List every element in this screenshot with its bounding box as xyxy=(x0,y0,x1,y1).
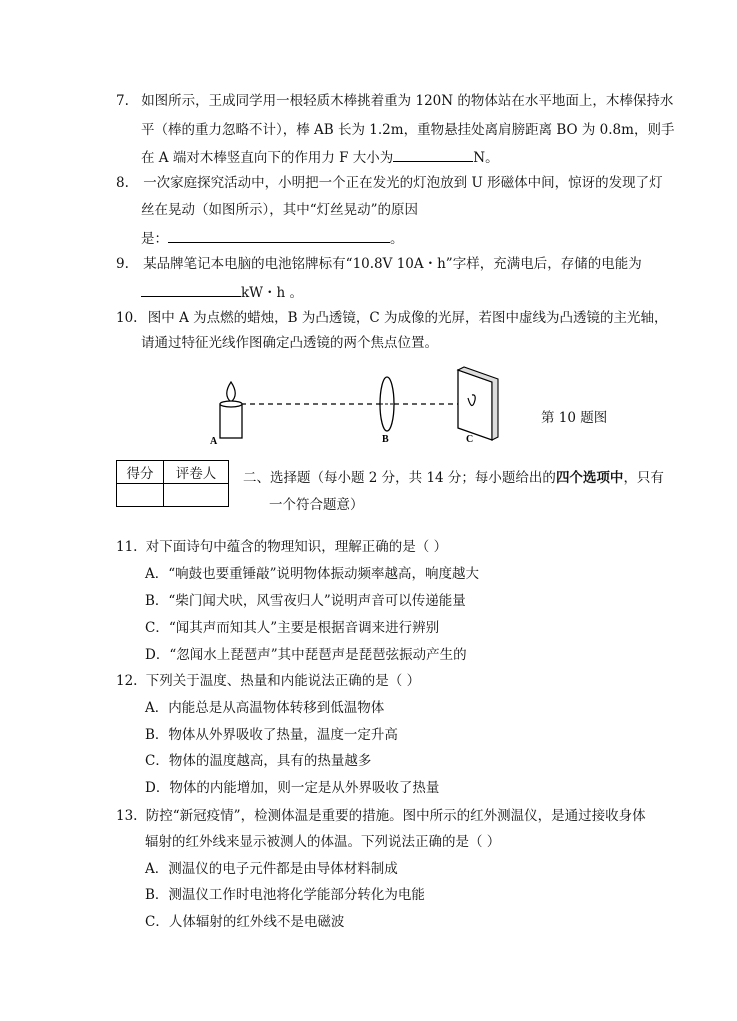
q11-number: 11. xyxy=(116,539,138,555)
q7-answer-blank[interactable] xyxy=(393,147,473,162)
q9-answer-blank[interactable] xyxy=(141,282,241,297)
q7-text-2: 平（棒的重力忽略不计），棒 AB 长为 1.2m，重物悬挂处离肩膀距离 BO 为 0.8m，则手 xyxy=(141,122,675,138)
q13-option-c[interactable]: C．人体辐射的红外线不是电磁波 xyxy=(145,914,345,930)
q10-line1 xyxy=(116,309,667,327)
q10-number: 10. xyxy=(116,310,138,326)
q9-number: 9. xyxy=(116,256,129,272)
q7-text-3: 在 A 端对木棒竖直向下的作用力 F 大小为 xyxy=(141,150,394,166)
q8-text-1: 一次家庭探究活动中，小明把一个正在发光的灯泡放到 U 形磁体中间，惊讶的发现了灯 xyxy=(143,175,663,191)
section2-text-bold: 四个选项中 xyxy=(555,470,624,486)
q9-line1 xyxy=(116,255,642,273)
section2-line1 xyxy=(243,469,664,487)
q13-text-1: 防控“新冠疫情”，检测体温是重要的措施。图中所示的红外测温仪，是通过接收身体 xyxy=(145,808,646,824)
q13-option-a[interactable]: A．测温仪的电子元件都是由导体材料制成 xyxy=(145,861,398,877)
q11-option-a[interactable]: A．“响鼓也要重锤敲”说明物体振动频率越高，响度越大 xyxy=(145,566,480,582)
section2-line2: 一个符合题意） xyxy=(269,497,364,513)
q10-text-1: 图中 A 为点燃的蜡烛，B 为凸透镜，C 为成像的光屏，若图中虚线为凸透镜的主光轴， xyxy=(147,310,668,326)
grader-header: 评卷人 xyxy=(164,461,229,484)
candle-icon xyxy=(220,382,242,438)
q7-text-1: 如图所示，王成同学用一根轻质木棒挑着重为 120N 的物体站在水平地面上，木棒保持水 xyxy=(141,93,674,109)
q12-stem: 下列关于温度、热量和内能说法正确的是（ ） xyxy=(145,673,421,689)
q11-stem: 对下面诗句中蕴含的物理知识，理解正确的是（ ） xyxy=(145,539,448,555)
q11-option-c[interactable]: C．“闻其声而知其人”主要是根据音调来进行辨别 xyxy=(145,620,440,636)
q12-stem-line xyxy=(116,672,420,690)
q11-stem-line xyxy=(116,538,447,556)
q8-answer-blank[interactable] xyxy=(168,228,390,243)
q8-number: 8. xyxy=(116,175,129,191)
score-cell[interactable] xyxy=(117,484,164,507)
q9-line2 xyxy=(141,282,303,302)
q11-option-b[interactable]: B．“柴门闻犬吠，风雪夜归人”说明声音可以传递能量 xyxy=(145,593,466,609)
q8-text-2: 丝在晃动（如图所示），其中“灯丝晃动”的原因 xyxy=(141,202,419,218)
q8-text-3: 是： xyxy=(141,231,168,247)
q12-number: 12. xyxy=(116,673,138,689)
q13-number: 13. xyxy=(116,808,138,824)
screen-icon xyxy=(458,367,498,440)
q12-option-b[interactable]: B．物体从外界吸收了热量，温度一定升高 xyxy=(145,727,398,743)
q11-option-d[interactable]: D．“忽闻水上琵琶声”其中琵琶声是琵琶弦振动产生的 xyxy=(145,647,467,663)
q8-end: 。 xyxy=(390,231,404,247)
q10-text-2: 请通过特征光线作图确定凸透镜的两个焦点位置。 xyxy=(141,335,438,351)
q7-line1 xyxy=(116,92,673,110)
q8-line1 xyxy=(116,174,663,192)
section2-text-pre: 二、选择题（每小题 2 分，共 14 分；每小题给出的 xyxy=(243,470,556,486)
q13-line1 xyxy=(116,807,646,825)
q12-option-c[interactable]: C．物体的温度越高，具有的热量越多 xyxy=(145,753,372,769)
score-table xyxy=(116,460,229,507)
lens-figure xyxy=(200,362,530,452)
label-a: A xyxy=(210,436,218,447)
q8-line3 xyxy=(141,228,404,248)
label-c: C xyxy=(466,434,474,445)
q9-unit: kW・h 。 xyxy=(241,285,304,301)
score-header: 得分 xyxy=(117,461,164,484)
q9-text-1: 某品牌笔记本电脑的电池铭牌标有“10.8V 10A・h”字样，充满电后，存储的电能为 xyxy=(143,256,642,272)
q13-option-b[interactable]: B．测温仪工作时电池将化学能部分转化为电能 xyxy=(145,887,425,903)
q7-line3 xyxy=(141,147,499,167)
q12-option-a[interactable]: A．内能总是从高温物体转移到低温物体 xyxy=(145,700,385,716)
label-b: B xyxy=(382,434,389,445)
q7-number: 7. xyxy=(116,93,129,109)
q7-unit: N。 xyxy=(473,150,499,166)
section2-text-post: ，只有 xyxy=(623,470,664,486)
grader-cell[interactable] xyxy=(164,484,229,507)
figure-caption: 第 10 题图 xyxy=(541,410,608,426)
q12-option-d[interactable]: D．物体的内能增加，则一定是从外界吸收了热量 xyxy=(145,780,440,796)
q13-text-2: 辐射的红外线来显示被测人的体温。下列说法正确的是（ ） xyxy=(145,834,501,850)
